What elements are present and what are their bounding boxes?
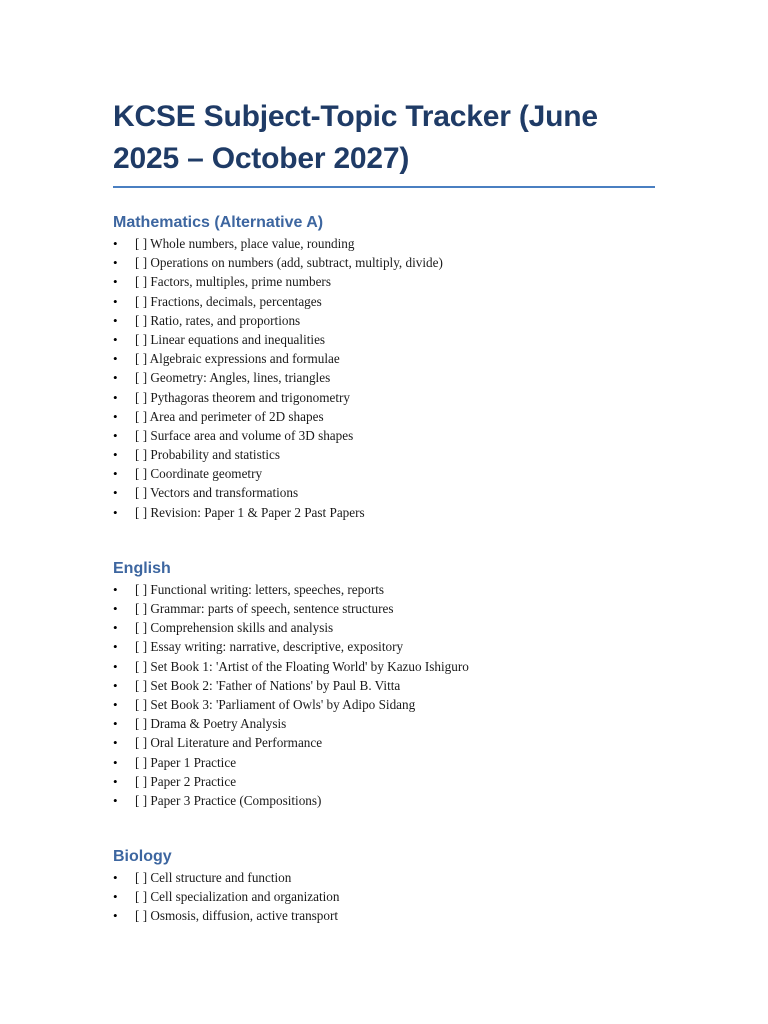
bullet-icon: •	[113, 504, 118, 520]
topic-text: [ ] Oral Literature and Performance	[135, 735, 323, 751]
topic-text: [ ] Whole numbers, place value, rounding	[135, 236, 355, 251]
bullet-icon: •	[113, 389, 118, 405]
bullet-icon: •	[113, 331, 118, 347]
bullet-icon: •	[113, 581, 118, 597]
topic-item	[113, 368, 655, 387]
bullet-icon: •	[113, 447, 118, 463]
topic-item	[113, 272, 655, 291]
topic-item	[113, 464, 655, 483]
bullet-icon: •	[113, 274, 118, 290]
topic-list	[113, 234, 655, 522]
topic-item	[113, 407, 655, 426]
document-page	[113, 96, 655, 926]
topic-item	[113, 753, 655, 772]
topic-text: [ ] Surface area and volume of 3D shapes	[135, 427, 354, 443]
bullet-icon: •	[113, 639, 118, 655]
bullet-icon: •	[113, 735, 118, 751]
topic-item	[113, 676, 655, 695]
topic-item	[113, 580, 655, 599]
section-biology	[113, 846, 655, 926]
topic-text: [ ] Drama & Poetry Analysis	[135, 716, 287, 732]
bullet-icon: •	[113, 677, 118, 693]
topic-text: [ ] Algebraic expressions and formulae	[135, 351, 340, 367]
topic-text: [ ] Paper 1 Practice	[135, 754, 237, 770]
topic-text: [ ] Factors, multiples, prime numbers	[135, 274, 331, 290]
topic-item	[113, 733, 655, 752]
bullet-icon: •	[113, 351, 118, 367]
section-heading: English	[113, 559, 171, 577]
topic-item	[113, 426, 655, 445]
topic-item	[113, 657, 655, 676]
topic-text: [ ] Probability and statistics	[135, 447, 281, 463]
bullet-icon: •	[113, 773, 118, 789]
topic-item	[113, 311, 655, 330]
bullet-icon: •	[113, 620, 118, 636]
topic-text: [ ] Cell structure and function	[135, 870, 292, 886]
topic-text: [ ] Comprehension skills and analysis	[135, 620, 334, 636]
bullet-icon: •	[113, 658, 118, 674]
topic-item	[113, 292, 655, 311]
topic-text: [ ] Operations on numbers (add, subtract, multiply, divide)	[135, 255, 443, 271]
topic-item	[113, 868, 655, 887]
bullet-icon: •	[113, 255, 118, 271]
topic-item	[113, 791, 655, 810]
bullet-icon: •	[113, 293, 118, 309]
topic-item	[113, 388, 655, 407]
bullet-icon: •	[113, 236, 118, 251]
document-title: KCSE Subject-Topic Tracker (June 2025 – October 2027)	[113, 96, 655, 188]
topic-text: [ ] Pythagoras theorem and trigonometry	[135, 389, 350, 405]
topic-item	[113, 503, 655, 522]
bullet-icon: •	[113, 754, 118, 770]
bullet-icon: •	[113, 889, 118, 905]
topic-text: [ ] Vectors and transformations	[135, 485, 299, 501]
topic-text: [ ] Geometry: Angles, lines, triangles	[135, 370, 331, 386]
topic-item	[113, 599, 655, 618]
bullet-icon: •	[113, 485, 118, 501]
sections-container	[113, 212, 655, 926]
topic-item	[113, 483, 655, 502]
topic-text: [ ] Paper 3 Practice (Compositions)	[135, 792, 322, 808]
topic-item	[113, 618, 655, 637]
topic-text: [ ] Ratio, rates, and proportions	[135, 312, 301, 328]
topic-item	[113, 695, 655, 714]
bullet-icon: •	[113, 370, 118, 386]
topic-text: [ ] Linear equations and inequalities	[135, 331, 326, 347]
topic-item	[113, 714, 655, 733]
topic-item	[113, 637, 655, 656]
bullet-icon: •	[113, 870, 118, 886]
topic-text: [ ] Coordinate geometry	[135, 466, 263, 482]
topic-text: [ ] Functional writing: letters, speeches, reports	[135, 581, 385, 597]
section-heading: Biology	[113, 848, 172, 866]
topic-text: [ ] Revision: Paper 1 & Paper 2 Past Papers	[135, 504, 365, 520]
bullet-icon: •	[113, 792, 118, 808]
topic-item	[113, 906, 655, 925]
topic-text: [ ] Area and perimeter of 2D shapes	[135, 408, 324, 424]
topic-list	[113, 868, 655, 926]
bullet-icon: •	[113, 427, 118, 443]
topic-text: [ ] Osmosis, diffusion, active transport	[135, 908, 339, 924]
topic-text: [ ] Fractions, decimals, percentages	[135, 293, 322, 309]
topic-text: [ ] Set Book 1: 'Artist of the Floating World' by Kazuo Ishiguro	[135, 658, 469, 674]
topic-item	[113, 234, 655, 253]
topic-text: [ ] Paper 2 Practice	[135, 773, 237, 789]
topic-item	[113, 887, 655, 906]
topic-item	[113, 330, 655, 349]
section-mathematics-alternative-a	[113, 212, 655, 522]
bullet-icon: •	[113, 312, 118, 328]
topic-item	[113, 445, 655, 464]
topic-list	[113, 580, 655, 810]
topic-item	[113, 349, 655, 368]
topic-text: [ ] Set Book 3: 'Parliament of Owls' by Adipo Sidang	[135, 696, 416, 712]
topic-item	[113, 253, 655, 272]
bullet-icon: •	[113, 466, 118, 482]
bullet-icon: •	[113, 696, 118, 712]
topic-text: [ ] Grammar: parts of speech, sentence structures	[135, 601, 394, 616]
bullet-icon: •	[113, 601, 118, 616]
topic-text: [ ] Cell specialization and organization	[135, 889, 340, 905]
topic-item	[113, 772, 655, 791]
bullet-icon: •	[113, 408, 118, 424]
section-english	[113, 558, 655, 810]
section-heading: Mathematics (Alternative A)	[113, 214, 324, 231]
topic-text: [ ] Essay writing: narrative, descriptive, expository	[135, 639, 404, 655]
topic-text: [ ] Set Book 2: 'Father of Nations' by Paul B. Vitta	[135, 677, 401, 693]
bullet-icon: •	[113, 716, 118, 732]
bullet-icon: •	[113, 908, 118, 924]
